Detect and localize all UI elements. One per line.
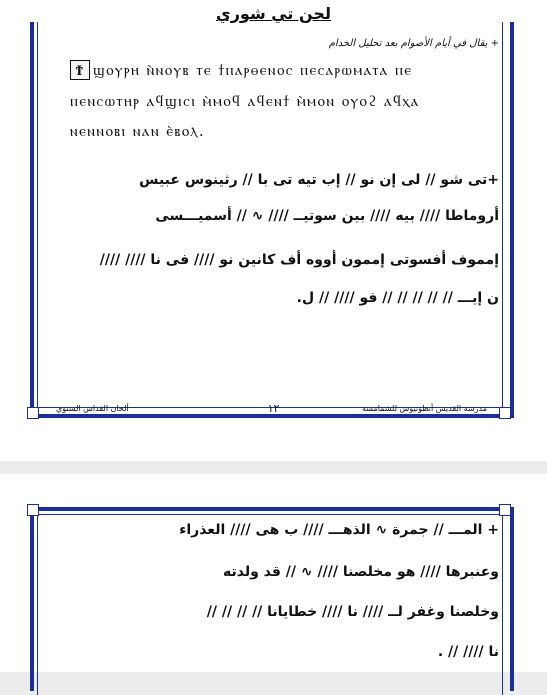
border-corner <box>27 504 39 516</box>
arabic-transliteration-line: + المـــ // جمرة ∿ الذهـــ //// ب هى //// العذراء <box>179 522 499 538</box>
arabic-transliteration-line: وعنبرها //// هو مخلصنا //// ∿ // قد ولدته <box>223 564 499 580</box>
arabic-transliteration-line: وخلصنا وغفر لــ //// نا //// خطايانا // // // // <box>206 604 499 620</box>
arabic-transliteration-line: +تى شو // لى إن نو // إب تيه تى با // رثينوس عبيس <box>139 172 499 188</box>
hymn-title: لحن تي شوري <box>216 4 331 23</box>
border-corner <box>499 504 511 516</box>
coptic-line: Ϯ ϣⲟⲩⲣⲏ ⲛ̀ⲛⲟⲩⲃ ⲧⲉ ϯⲡⲁⲣⲑⲉⲛⲟⲥ ⲡⲉⲥⲁⲣⲱⲙⲁⲧⲁ ⲡⲉ <box>70 60 480 80</box>
footer-school-name: مدرسة القديس أنطونيوس للشمامسة <box>362 404 487 413</box>
coptic-line: ⲛⲉⲛⲛⲟⲃⲓ ⲛⲁⲛ ⲉ̀ⲃⲟⲗ. <box>70 122 206 140</box>
footer-book-title: ألحان القداس السنوي <box>56 404 129 413</box>
arabic-transliteration-line: ن إيـــ // // // // // فو //// // ل. <box>296 290 499 306</box>
arabic-transliteration-line: أروماطا //// بيه //// بين سوتيــ //// ∿ // أسميـــسى <box>155 208 499 224</box>
document-page-2 <box>0 474 547 672</box>
page-number: ١٢ <box>267 402 280 415</box>
arabic-transliteration-line: نا //// // . <box>437 644 499 660</box>
coptic-line: ⲡⲉⲛⲥⲱⲧⲏⲣ ⲁϥϣⲓⲥⲓ ⲙ̀ⲙⲟϥ ⲁϥⲉⲛϯ ⲙ̀ⲙⲟⲛ ⲟⲩⲟϩ ⲁϥⲭⲁ <box>70 92 420 110</box>
rubric-note: + يقال في أيام الأصوام بعد تحليل الخدام <box>328 38 499 49</box>
arabic-transliteration-line: إمموف أفسوتى إممون أووه أف كانين نو //// فى نا //// //// <box>99 252 499 268</box>
ornamental-initial: Ϯ <box>70 60 90 80</box>
